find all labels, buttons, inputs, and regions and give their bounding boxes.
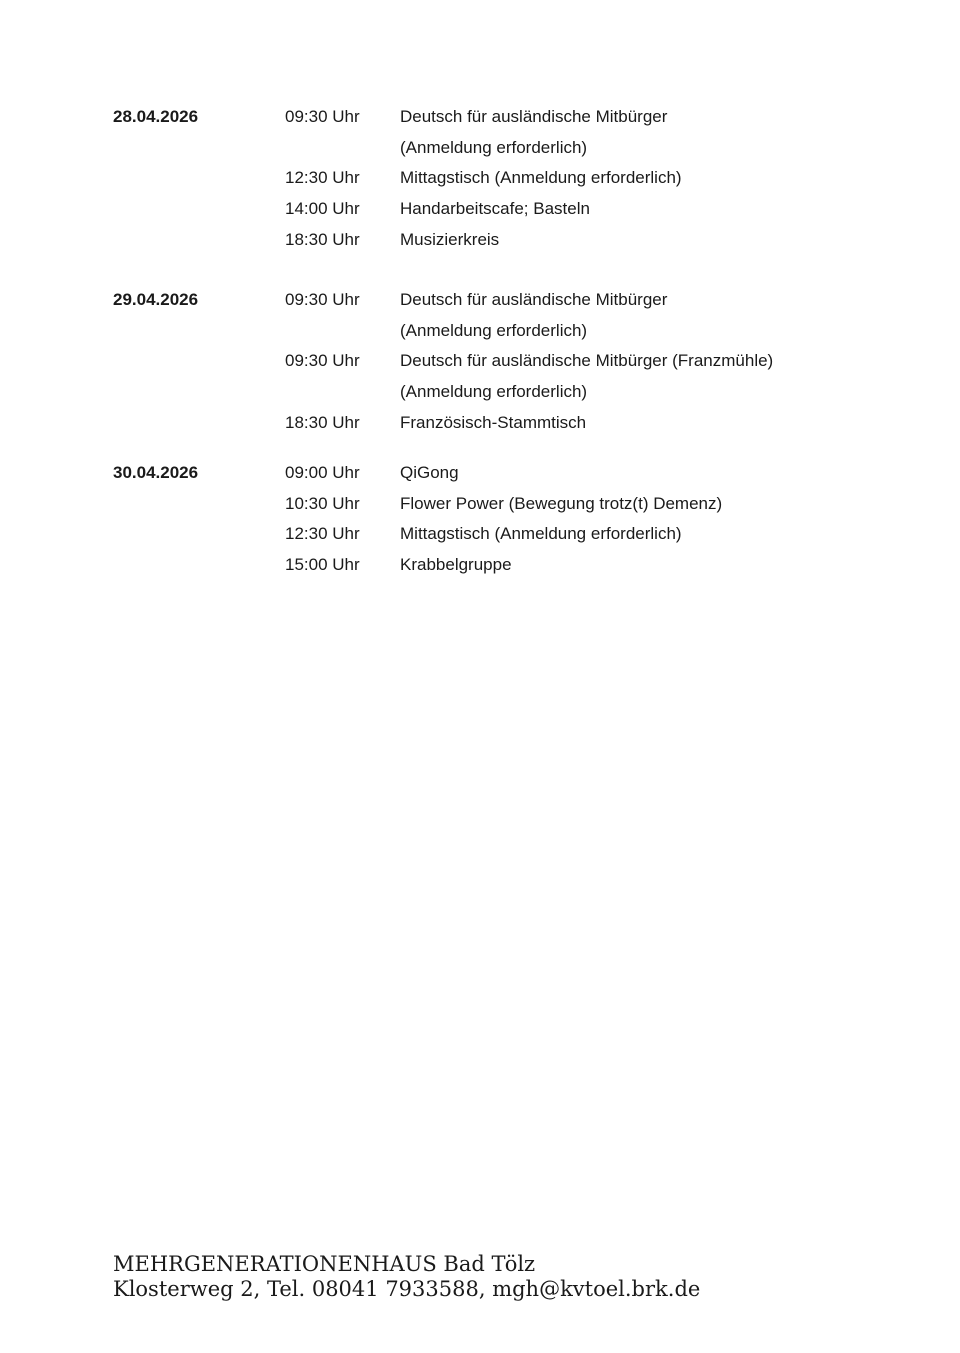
- schedule-row: [113, 101, 873, 132]
- event-time: 09:30 Uhr: [285, 107, 360, 126]
- schedule-row: [113, 346, 873, 376]
- schedule-row: [113, 193, 873, 224]
- event-title: (Anmeldung erforderlich): [400, 138, 588, 157]
- footer-contact: Klosterweg 2, Tel. 08041 7933588, mgh@kvtoel.brk.de: [113, 1277, 701, 1301]
- event-time: 09:00 Uhr: [285, 463, 360, 482]
- schedule-row: [113, 376, 873, 407]
- event-time: 12:30 Uhr: [285, 524, 360, 543]
- event-time: 18:30 Uhr: [285, 230, 360, 249]
- schedule-row: [113, 519, 873, 549]
- schedule-row: [113, 132, 873, 163]
- event-title: Mittagstisch (Anmeldung erforderlich): [400, 524, 682, 543]
- event-title: (Anmeldung erforderlich): [400, 321, 588, 340]
- event-title: QiGong: [400, 463, 459, 482]
- event-title: Handarbeitscafe; Basteln: [400, 199, 590, 218]
- schedule-row: [113, 407, 873, 438]
- page-footer: [113, 1252, 700, 1302]
- day-date: 29.04.2026: [113, 290, 199, 309]
- event-title: Deutsch für ausländische Mitbürger: [400, 290, 668, 309]
- day-block-2026-04-29: [113, 284, 873, 438]
- schedule-list: [113, 101, 873, 580]
- schedule-row: [113, 284, 873, 315]
- event-title: Deutsch für ausländische Mitbürger: [400, 107, 668, 126]
- event-title: Flower Power (Bewegung trotz(t) Demenz): [400, 494, 723, 513]
- footer-organization: MEHRGENERATIONENHAUS Bad Tölz: [113, 1252, 536, 1276]
- event-title: Französisch-Stammtisch: [400, 413, 587, 432]
- event-title: (Anmeldung erforderlich): [400, 382, 588, 401]
- day-block-2026-04-28: [113, 101, 873, 255]
- event-title: Krabbelgruppe: [400, 555, 512, 574]
- event-title: Mittagstisch (Anmeldung erforderlich): [400, 168, 682, 187]
- day-block-2026-04-30: [113, 457, 873, 580]
- event-time: 18:30 Uhr: [285, 413, 360, 432]
- schedule-row: [113, 224, 873, 255]
- schedule-row: [113, 488, 873, 519]
- day-date: 28.04.2026: [113, 107, 199, 126]
- day-date: 30.04.2026: [113, 463, 199, 482]
- schedule-row: [113, 163, 873, 193]
- event-time: 14:00 Uhr: [285, 199, 360, 218]
- schedule-row: [113, 315, 873, 346]
- day-spacer: [113, 255, 873, 284]
- day-spacer: [113, 438, 873, 457]
- schedule-row: [113, 549, 873, 580]
- schedule-row: [113, 457, 873, 488]
- event-time: 12:30 Uhr: [285, 168, 360, 187]
- event-time: 09:30 Uhr: [285, 290, 360, 309]
- event-title: Musizierkreis: [400, 230, 500, 249]
- event-title: Deutsch für ausländische Mitbürger (Franzmühle): [400, 351, 774, 370]
- event-time: 10:30 Uhr: [285, 494, 360, 513]
- event-time: 09:30 Uhr: [285, 351, 360, 370]
- event-time: 15:00 Uhr: [285, 555, 360, 574]
